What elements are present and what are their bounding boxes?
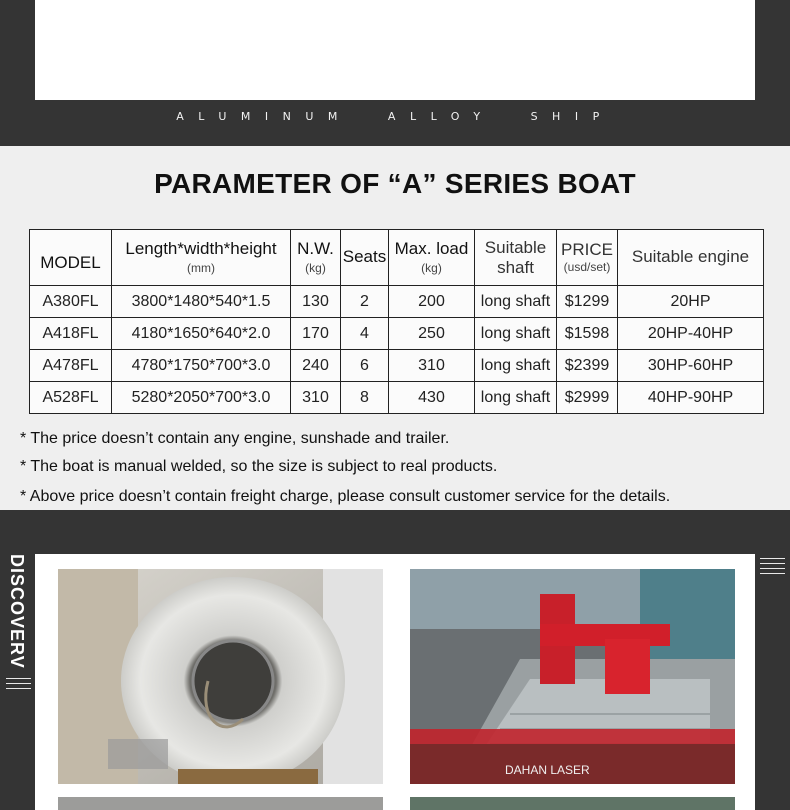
shaft-cell: long shaft bbox=[475, 318, 557, 350]
dimensions-cell: 4180*1650*640*2.0 bbox=[112, 318, 291, 350]
side-label: DISCOVERV bbox=[7, 554, 27, 669]
weight-cell: 240 bbox=[291, 350, 341, 382]
note: * The price doesn’t contain any engine, sunshade and trailer. bbox=[20, 430, 450, 447]
gallery-photo bbox=[410, 797, 735, 810]
header-cell: MODEL bbox=[30, 230, 112, 286]
shaft-cell: long shaft bbox=[475, 286, 557, 318]
model-cell: A380FL bbox=[30, 286, 112, 318]
engine-cell: 20HP-40HP bbox=[618, 318, 764, 350]
header-cell: Suitable shaft bbox=[475, 230, 557, 286]
spec-table bbox=[29, 229, 764, 414]
aluminum-coil-photo bbox=[58, 569, 383, 784]
seats-cell: 4 bbox=[341, 318, 389, 350]
weight-cell: 310 bbox=[291, 382, 341, 414]
seats-cell: 8 bbox=[341, 382, 389, 414]
table-row bbox=[30, 286, 764, 318]
price-cell: $2999 bbox=[557, 382, 618, 414]
table-row bbox=[30, 350, 764, 382]
header-cell: PRICE (usd/set) bbox=[557, 230, 618, 286]
price-cell: $2399 bbox=[557, 350, 618, 382]
weight-cell: 130 bbox=[291, 286, 341, 318]
header-cell: Length*width*height (mm) bbox=[112, 230, 291, 286]
model-cell: A478FL bbox=[30, 350, 112, 382]
tagline: ALUMINUM ALLOY SHIP bbox=[176, 110, 614, 123]
max-load-cell: 310 bbox=[389, 350, 475, 382]
table-header bbox=[30, 230, 764, 286]
max-load-cell: 430 bbox=[389, 382, 475, 414]
model-cell: A418FL bbox=[30, 318, 112, 350]
price-cell: $1299 bbox=[557, 286, 618, 318]
shaft-cell: long shaft bbox=[475, 350, 557, 382]
seats-cell: 2 bbox=[341, 286, 389, 318]
header-cell: Suitable engine bbox=[618, 230, 764, 286]
note: * Above price doesn’t contain freight charge, please consult customer service for the details. bbox=[20, 488, 671, 505]
weight-cell: 170 bbox=[291, 318, 341, 350]
dimensions-cell: 5280*2050*700*3.0 bbox=[112, 382, 291, 414]
menu-lines-icon bbox=[6, 678, 31, 693]
dimensions-cell: 4780*1750*700*3.0 bbox=[112, 350, 291, 382]
header-cell: Seats bbox=[341, 230, 389, 286]
engine-cell: 30HP-60HP bbox=[618, 350, 764, 382]
note: * The boat is manual welded, so the size is subject to real products. bbox=[20, 458, 498, 475]
machine-signage: DAHAN LASER bbox=[505, 763, 590, 777]
shaft-cell: long shaft bbox=[475, 382, 557, 414]
top-image-area bbox=[35, 0, 755, 100]
max-load-cell: 250 bbox=[389, 318, 475, 350]
table-row bbox=[30, 382, 764, 414]
dimensions-cell: 3800*1480*540*1.5 bbox=[112, 286, 291, 318]
header-cell: Max. load (kg) bbox=[389, 230, 475, 286]
section-title: PARAMETER OF “A” SERIES BOAT bbox=[154, 168, 636, 199]
table-row bbox=[30, 318, 764, 350]
laser-cutting-machine-photo bbox=[410, 569, 735, 784]
seats-cell: 6 bbox=[341, 350, 389, 382]
engine-cell: 40HP-90HP bbox=[618, 382, 764, 414]
price-cell: $1598 bbox=[557, 318, 618, 350]
max-load-cell: 200 bbox=[389, 286, 475, 318]
parameter-section bbox=[0, 146, 790, 510]
engine-cell: 20HP bbox=[618, 286, 764, 318]
header-cell: N.W. (kg) bbox=[291, 230, 341, 286]
gallery-photo bbox=[58, 797, 383, 810]
menu-lines-icon[interactable] bbox=[760, 558, 785, 578]
model-cell: A528FL bbox=[30, 382, 112, 414]
